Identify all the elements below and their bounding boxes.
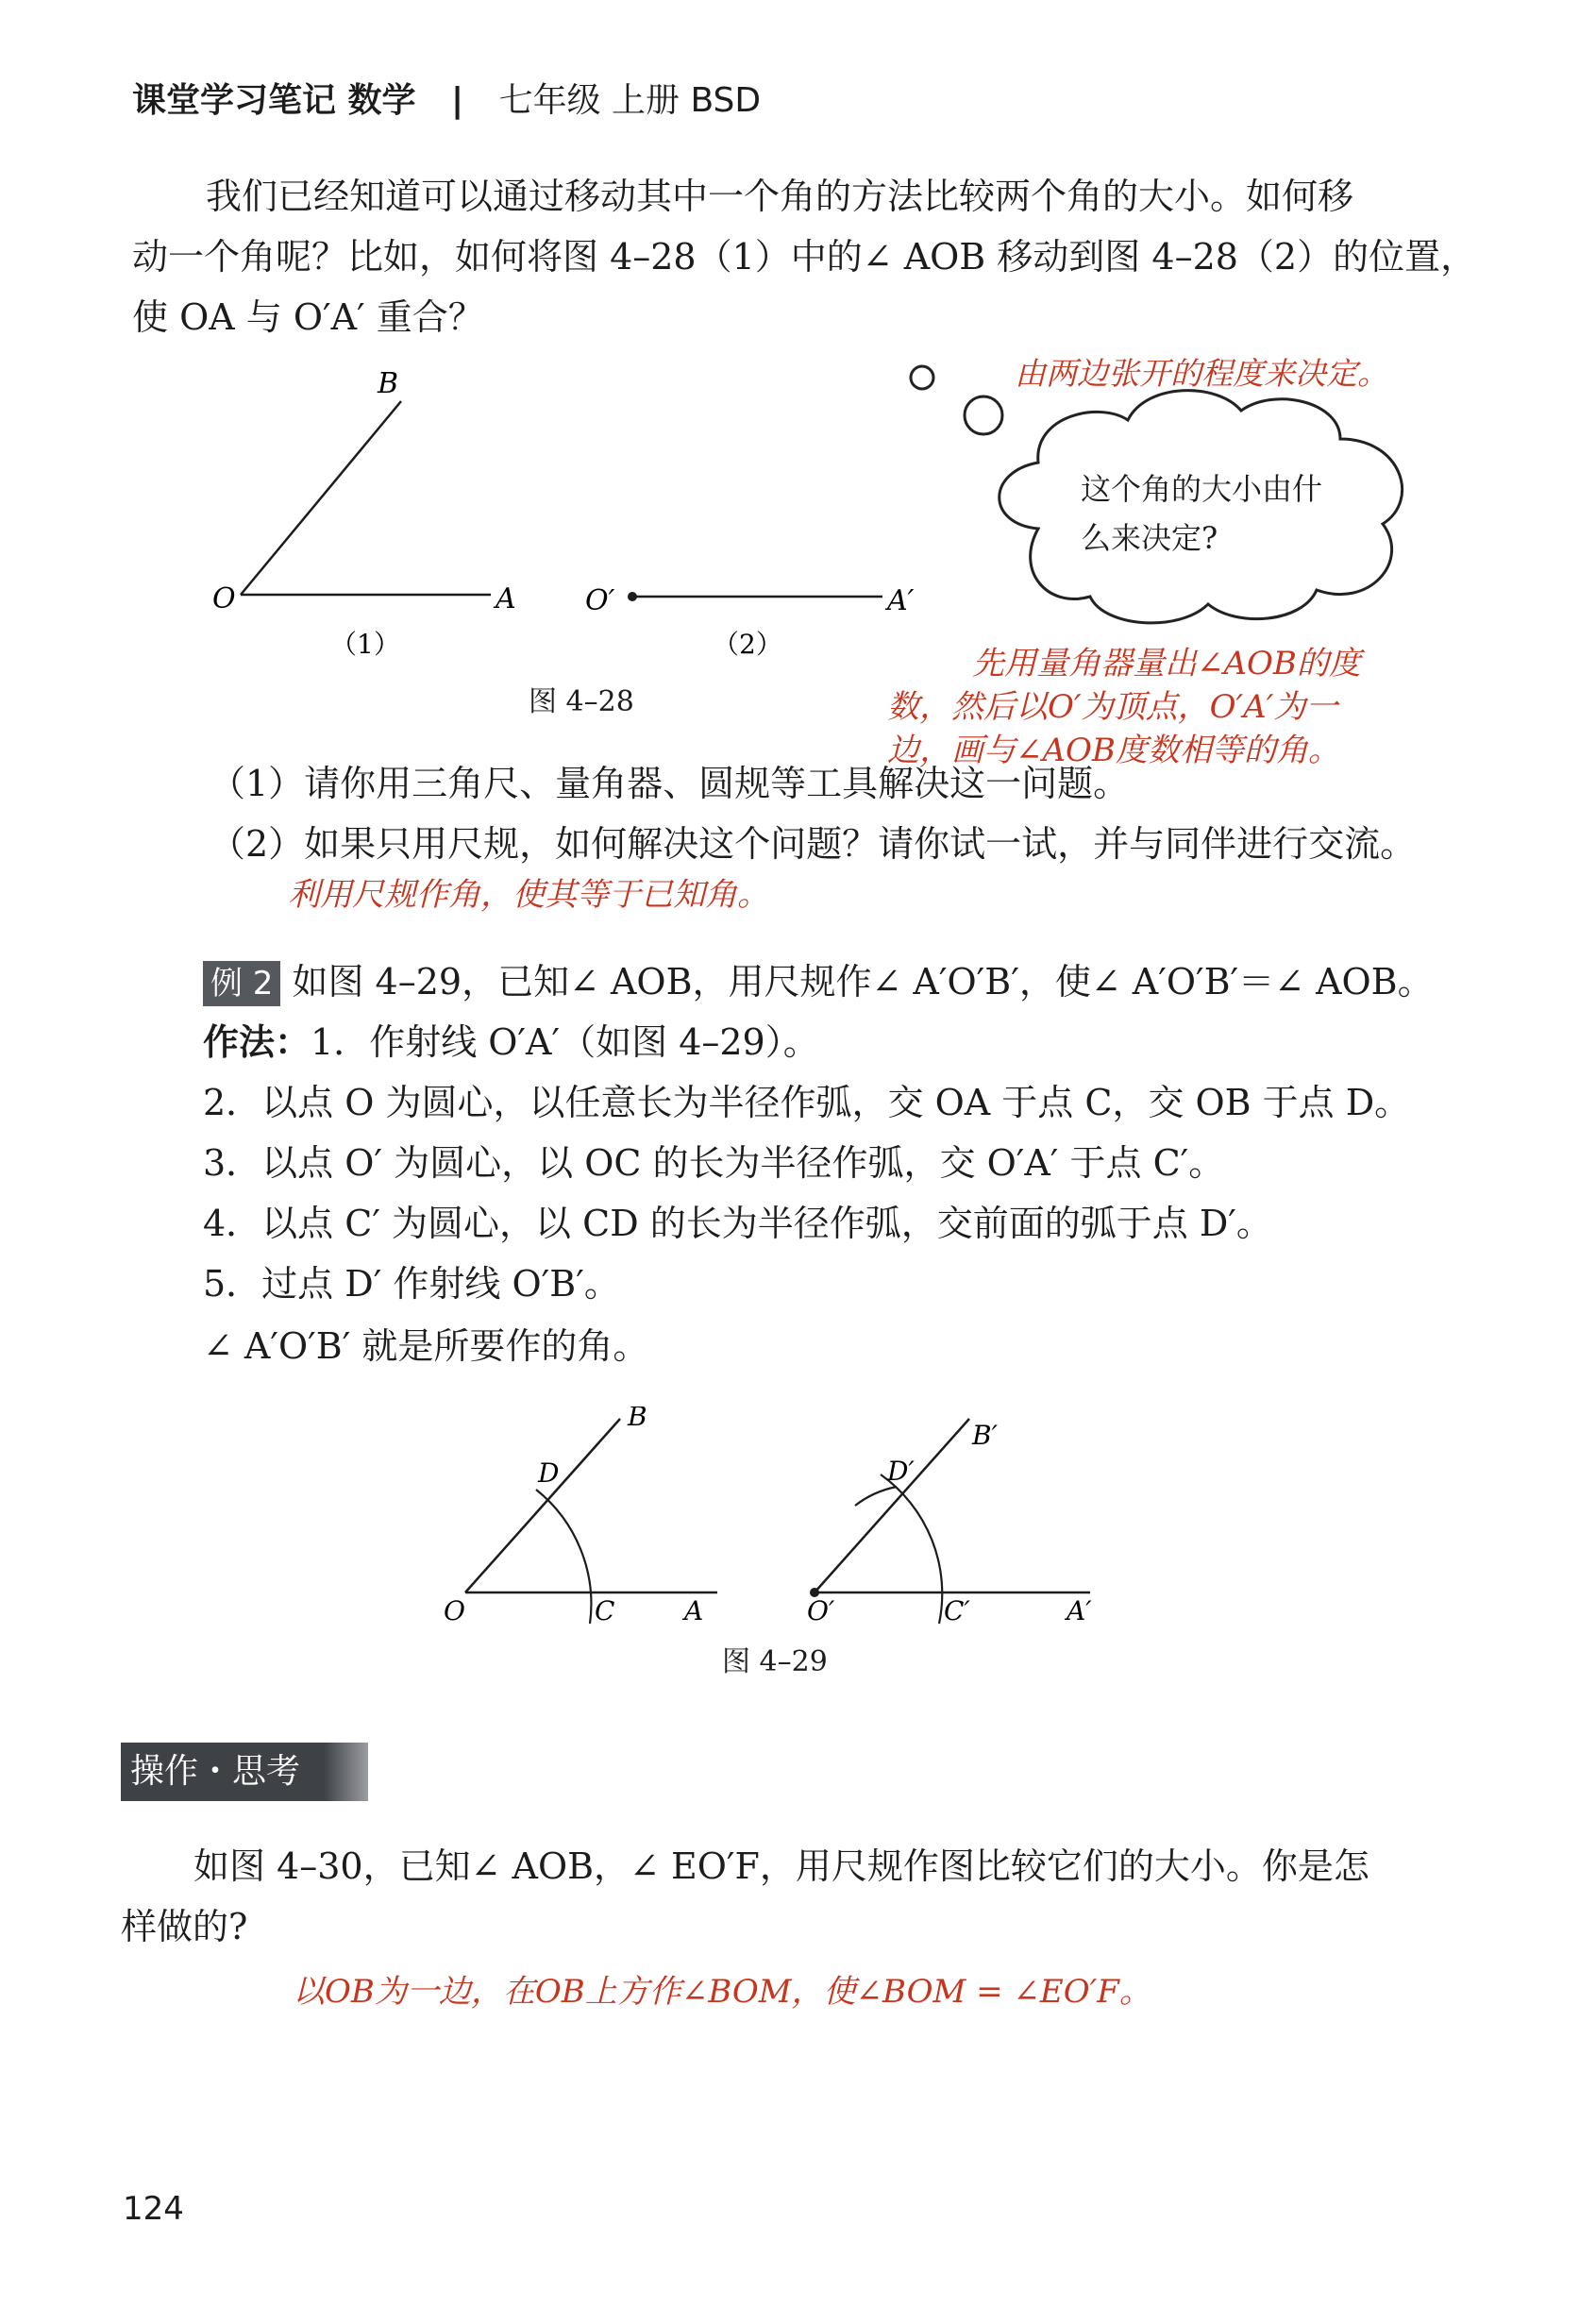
book-title: 课堂学习笔记 数学 [132, 81, 416, 120]
thought-line-1: 这个角的大小由什 [1081, 471, 1323, 507]
bubble-dot-small [911, 366, 933, 389]
step-4: 4．以点 C′ 为圆心，以 CD 的长为半径作弧，交前面的弧于点 D′。 [203, 1203, 1272, 1244]
intro-line-3: 使 OA 与 O′A′ 重合？ [132, 296, 484, 338]
example-badge: 例 2 [203, 961, 280, 1006]
label-B: B [378, 367, 399, 400]
header-separator: | [451, 81, 464, 120]
example-conclusion: ∠ A′O′B′ 就是所要作的角。 [203, 1325, 649, 1367]
step-1: 1．作射线 O′A′（如图 4–29）。 [311, 1021, 819, 1063]
subfig-1-label: （1） [330, 629, 400, 660]
question-2: （2）如果只用尺规，如何解决这个问题？请你试一试，并与同伴进行交流。 [210, 823, 1417, 865]
figure-4-29-caption: 图 4–29 [722, 1645, 828, 1678]
label-B-prime-29: B′ [972, 1420, 998, 1451]
ray-OB-29 [465, 1419, 620, 1592]
label-A: A [496, 582, 516, 615]
handwritten-q2-answer: 利用尺规作角，使其等于已知角。 [288, 876, 769, 914]
label-C-29: C [595, 1595, 615, 1626]
exercise-line-2: 样做的? [121, 1906, 248, 1947]
note-1-line-3: 边，画与∠AOB度数相等的角。 [887, 732, 1340, 769]
method-line [203, 1012, 819, 1072]
subfig-2-label: （2） [713, 629, 782, 660]
label-C-prime-29: C′ [944, 1595, 970, 1626]
step-3: 3．以点 O′ 为圆心，以 OC 的长为半径作弧，交 O′A′ 于点 C′。 [203, 1142, 1225, 1184]
running-header [132, 74, 761, 122]
bubble-dot-large [965, 396, 1002, 434]
note-1-line-1: 先用量角器量出∠AOB的度 [972, 645, 1361, 682]
label-O-prime-29: O′ [807, 1595, 835, 1626]
intro-line-2: 动一个角呢？比如，如何将图 4–28（1）中的∠ AOB 移动到图 4–28（2）的位置， [132, 236, 1477, 278]
ray-OB [241, 401, 401, 595]
label-O-29: O [444, 1595, 465, 1626]
grade-label: 七年级 上册 BSD [498, 81, 762, 120]
section-title: 操作・思考 [130, 1752, 301, 1791]
thought-line-2: 么来决定? [1081, 520, 1218, 556]
intro-line-1: 我们已经知道可以通过移动其中一个角的方法比较两个角的大小。如何移 [206, 176, 1354, 217]
label-B-29: B [628, 1407, 647, 1432]
section-title-bar [121, 1743, 368, 1801]
step-5: 5．过点 D′ 作射线 O′B′。 [203, 1263, 620, 1305]
note-1-line-2: 数，然后以O′为顶点，O′A′为一 [887, 688, 1338, 726]
label-A-prime-29: A′ [1067, 1595, 1092, 1626]
arc-CD [536, 1490, 591, 1624]
label-O-prime: O′ [585, 584, 615, 617]
label-A-29: A [684, 1595, 704, 1626]
page-number: 124 [123, 2190, 184, 2228]
figure-4-28-caption: 图 4–28 [529, 685, 634, 718]
figure-4-29 [415, 1407, 1133, 1652]
method-label: 作法： [203, 1021, 311, 1063]
question-1: （1）请你用三角尺、量角器、圆规等工具解决这一问题。 [210, 763, 1130, 804]
handwritten-bubble-answer: 由两边张开的程度来决定。 [1015, 355, 1388, 392]
handwritten-exercise-answer: 以OB为一边，在OB上方作∠BOM，使∠BOM = ∠EO′F。 [293, 1973, 1151, 2011]
label-D-29: D [538, 1457, 560, 1489]
label-A-prime: A′ [887, 584, 915, 617]
step-2: 2．以点 O 为圆心，以任意长为半径作弧，交 OA 于点 C，交 OB 于点 D。 [203, 1082, 1411, 1123]
example-statement-line [203, 952, 1434, 1012]
example-statement: 如图 4–29，已知∠ AOB，用尺规作∠ A′O′B′，使∠ A′O′B′＝∠ AOB。 [292, 961, 1434, 1002]
label-D-prime-29: D′ [887, 1456, 915, 1487]
arc-D-prime [855, 1487, 897, 1506]
ray-OB-prime-29 [815, 1419, 969, 1592]
figure-4-28 [189, 359, 963, 680]
label-O: O [212, 582, 236, 615]
exercise-line-1: 如图 4–30，已知∠ AOB，∠ EO′F，用尺规作图比较它们的大小。你是怎 [193, 1845, 1369, 1887]
arc-C-prime [881, 1474, 942, 1624]
thought-text [1081, 464, 1322, 563]
